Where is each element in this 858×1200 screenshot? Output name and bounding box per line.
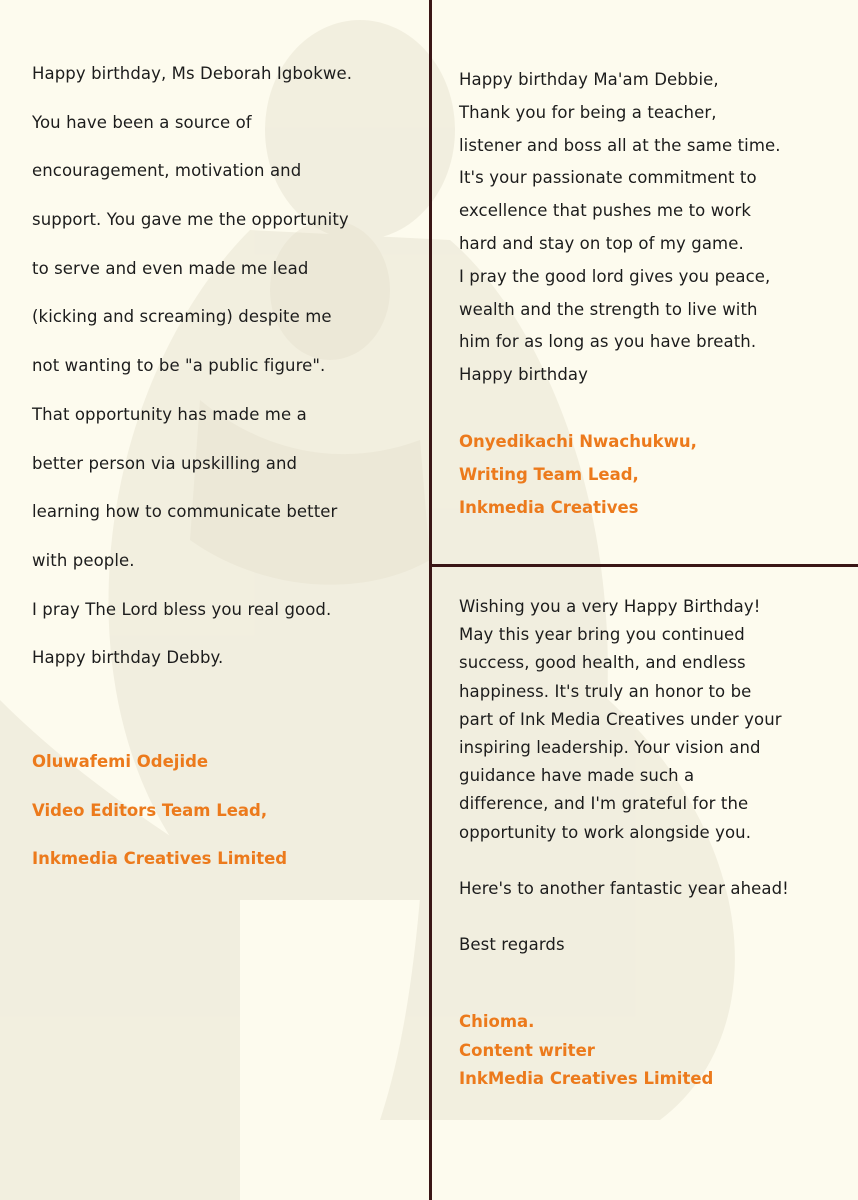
regards-line: Best regards	[459, 935, 565, 955]
message-line: excellence that pushes me to work	[459, 201, 752, 221]
vertical-divider	[429, 0, 432, 1200]
message-line: to serve and even made me lead	[32, 258, 309, 278]
message-line: Wishing you a very Happy Birthday!	[459, 597, 761, 616]
message-line: Happy birthday Ma'am Debbie,	[459, 70, 719, 89]
signature-title: Content writer	[459, 1040, 595, 1060]
message-line: inspiring leadership. Your vision and	[459, 738, 761, 758]
message-line: Happy birthday	[459, 365, 588, 385]
top-right-signature	[459, 426, 697, 524]
message-line: encouragement, motivation and	[32, 161, 302, 181]
top-right-message	[459, 64, 781, 392]
signature-name: Onyedikachi Nwachukwu,	[459, 432, 697, 451]
closing-line: Here's to another fantastic year ahead!	[459, 878, 789, 898]
message-line: I pray The Lord bless you real good.	[32, 599, 332, 619]
message-line: with people.	[32, 550, 135, 570]
signature-company: Inkmedia Creatives Limited	[32, 849, 288, 869]
message-line: difference, and I'm grateful for the	[459, 794, 749, 814]
message-line: hard and stay on top of my game.	[459, 233, 744, 253]
bottom-right-signature	[459, 1008, 713, 1094]
message-line: not wanting to be "a public figure".	[32, 356, 326, 376]
message-line: wealth and the strength to live with	[459, 299, 758, 319]
bottom-right-message	[459, 593, 789, 959]
signature-title: Writing Team Lead,	[459, 464, 639, 484]
left-message	[32, 62, 352, 695]
left-signature	[32, 750, 287, 896]
message-line: Happy birthday Debby.	[32, 648, 224, 668]
message-line: You have been a source of	[32, 112, 252, 132]
message-line: Happy birthday, Ms Deborah Igbokwe.	[32, 64, 353, 83]
message-line: (kicking and screaming) despite me	[32, 307, 332, 327]
message-line: It's your passionate commitment to	[459, 168, 757, 188]
signature-name: Oluwafemi Odejide	[32, 752, 209, 771]
message-line: him for as long as you have breath.	[459, 332, 757, 352]
signature-name: Chioma.	[459, 1012, 535, 1031]
message-line: Thank you for being a teacher,	[459, 102, 717, 122]
message-line: better person via upskilling and	[32, 453, 298, 473]
signature-company: InkMedia Creatives Limited	[459, 1069, 714, 1088]
horizontal-divider	[431, 564, 858, 567]
message-line: learning how to communicate better	[32, 502, 338, 522]
message-line: May this year bring you continued	[459, 625, 745, 645]
message-line: happiness. It's truly an honor to be	[459, 681, 752, 701]
message-line: part of Ink Media Creatives under your	[459, 709, 782, 729]
message-line: I pray the good lord gives you peace,	[459, 266, 771, 286]
message-line: opportunity to work alongside you.	[459, 822, 752, 842]
message-line: support. You gave me the opportunity	[32, 210, 349, 230]
message-line: listener and boss all at the same time.	[459, 135, 781, 155]
message-line: guidance have made such a	[459, 766, 695, 786]
signature-title: Video Editors Team Lead,	[32, 800, 268, 820]
message-line: success, good health, and endless	[459, 653, 746, 673]
signature-company: Inkmedia Creatives	[459, 497, 639, 517]
message-line: That opportunity has made me a	[32, 404, 307, 424]
